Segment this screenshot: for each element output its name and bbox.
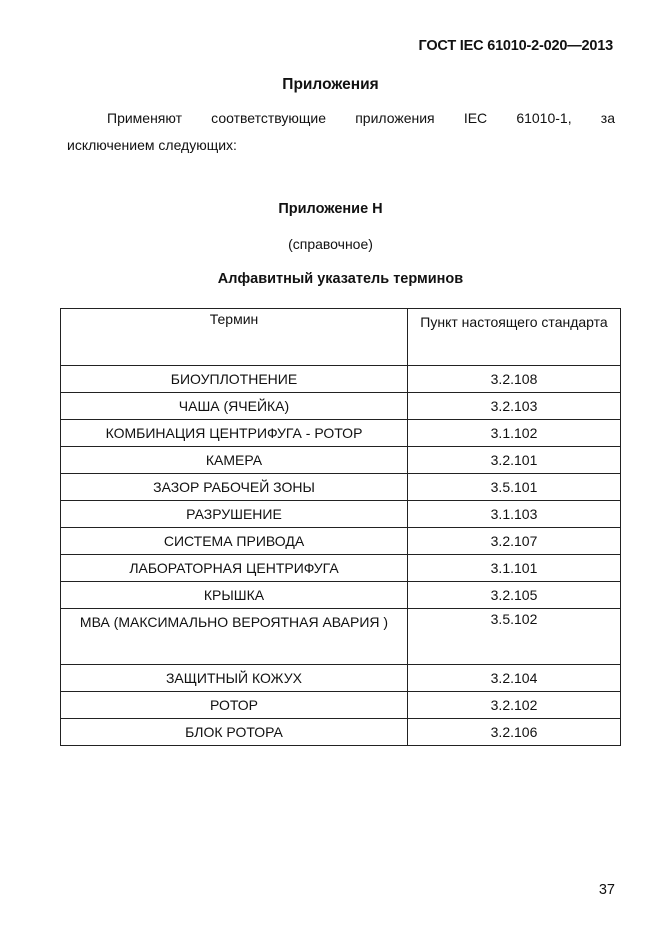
clause-cell: 3.1.103: [408, 501, 621, 528]
page-number: 37: [598, 882, 615, 898]
paragraph-line-1: [67, 105, 615, 132]
clause-cell: 3.1.101: [408, 555, 621, 582]
clause-cell: 3.2.105: [408, 582, 621, 609]
term-cell: КАМЕРА: [61, 447, 408, 474]
term-cell: ЛАБОРАТОРНАЯ ЦЕНТРИФУГА: [61, 555, 408, 582]
term-cell: КРЫШКА: [61, 582, 408, 609]
term-cell: ЗАЩИТНЫЙ КОЖУХ: [61, 665, 408, 692]
section-title: Приложения: [282, 76, 379, 93]
paragraph-word: IEC: [463, 110, 488, 126]
table-row: [61, 609, 621, 665]
table-header-row: [61, 309, 621, 366]
paragraph-word: соответствующие: [211, 110, 327, 126]
clause-column-header: Пункт настоящего стандарта: [408, 309, 621, 366]
table-row: [61, 719, 621, 746]
clause-cell: 3.2.101: [408, 447, 621, 474]
term-cell: ЧАША (ЯЧЕЙКА): [61, 393, 408, 420]
table-row: [61, 393, 621, 420]
clause-cell: 3.2.108: [408, 366, 621, 393]
paragraph-word: 61010-1,: [516, 110, 572, 126]
intro-paragraph: [67, 105, 615, 159]
clause-cell: 3.2.106: [408, 719, 621, 746]
annex-title: Приложение H: [278, 201, 383, 217]
term-cell: РОТОР: [61, 692, 408, 719]
paragraph-word: Применяют: [107, 110, 182, 126]
table-row: [61, 474, 621, 501]
table-row: [61, 555, 621, 582]
table-row: [61, 528, 621, 555]
table-row: [61, 447, 621, 474]
clause-cell: 3.2.104: [408, 665, 621, 692]
table-row: [61, 582, 621, 609]
paragraph-word: приложения: [355, 110, 435, 126]
table-row: [61, 501, 621, 528]
annex-type: (справочное): [288, 236, 373, 252]
clause-cell: 3.2.107: [408, 528, 621, 555]
index-title: Алфавитный указатель терминов: [217, 271, 464, 287]
table-row: [61, 692, 621, 719]
term-column-header: Термин: [61, 309, 408, 366]
table-row: [61, 665, 621, 692]
clause-cell: 3.1.102: [408, 420, 621, 447]
term-cell: СИСТЕМА ПРИВОДА: [61, 528, 408, 555]
paragraph-word: за: [600, 110, 615, 126]
paragraph-line-2: исключением следующих:: [67, 137, 237, 153]
clause-cell: 3.2.103: [408, 393, 621, 420]
term-cell: КОМБИНАЦИЯ ЦЕНТРИФУГА - РОТОР: [61, 420, 408, 447]
terms-index-table: [60, 308, 621, 746]
clause-cell: 3.2.102: [408, 692, 621, 719]
term-cell: МВА (МАКСИМАЛЬНО ВЕРОЯТНАЯ АВАРИЯ ): [61, 609, 408, 665]
clause-cell: 3.5.101: [408, 474, 621, 501]
document-standard-id: ГОСТ IEC 61010-2-020—2013: [418, 38, 613, 54]
term-cell: ЗАЗОР РАБОЧЕЙ ЗОНЫ: [61, 474, 408, 501]
term-cell: БИОУПЛОТНЕНИЕ: [61, 366, 408, 393]
table-row: [61, 420, 621, 447]
term-cell: БЛОК РОТОРА: [61, 719, 408, 746]
table-row: [61, 366, 621, 393]
term-cell: РАЗРУШЕНИЕ: [61, 501, 408, 528]
clause-cell: 3.5.102: [408, 609, 621, 665]
